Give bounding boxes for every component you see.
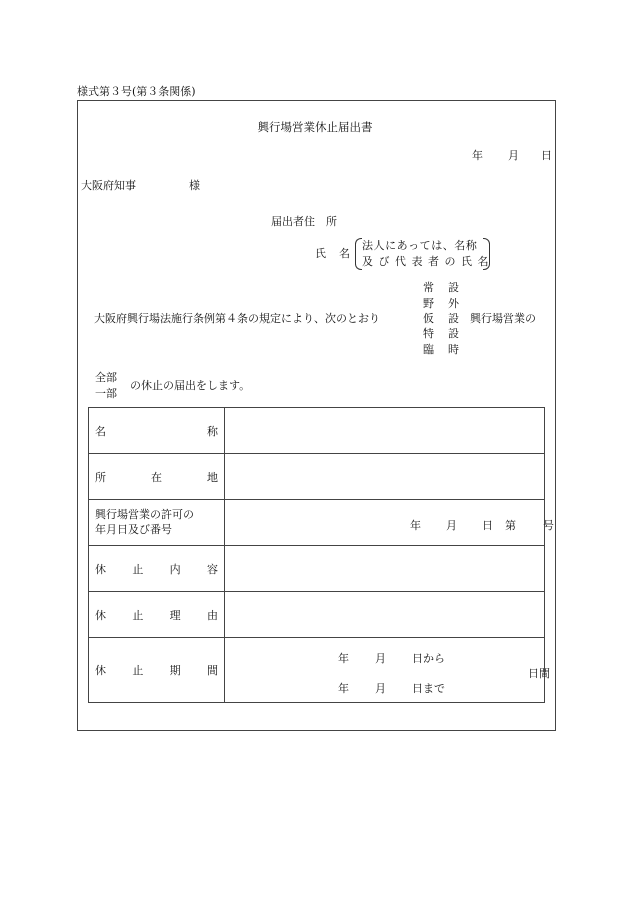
label-period [89, 638, 225, 703]
label-char: 地 [207, 470, 218, 484]
label-char: 由 [206, 608, 218, 622]
label-name [89, 408, 225, 454]
content-field[interactable] [225, 546, 545, 592]
category-yagai-2: 外 [448, 297, 459, 310]
period-from-year: 年 [338, 652, 349, 665]
addressee-honorific: 様 [189, 179, 200, 192]
label-char: 止 [132, 562, 144, 576]
period-to-month: 月 [375, 682, 386, 695]
label-location [89, 454, 225, 500]
label-content [89, 546, 225, 592]
applicant-address-label: 届出者住 所 [271, 215, 337, 228]
form-number: 様式第３号(第３条関係) [77, 85, 196, 98]
table-row-location [89, 454, 545, 500]
label-char: 所 [95, 470, 106, 484]
location-field[interactable] [225, 454, 545, 500]
label-char: 休 [95, 608, 106, 622]
category-kasetsu-1: 仮 [423, 312, 434, 325]
category-tokusetsu-2: 設 [448, 327, 459, 340]
category-tokusetsu-1: 特 [423, 327, 434, 340]
statement-suffix: 興行場営業の [470, 312, 536, 325]
table-row-reason [89, 592, 545, 638]
label-reason [89, 592, 225, 638]
permit-go-label: 号 [543, 519, 554, 532]
permit-day-label: 日 [482, 519, 493, 532]
table-row-period [89, 638, 545, 703]
scope-suffix: の休止の届出をします。 [130, 379, 251, 392]
label-permit [89, 500, 225, 546]
period-days-label: 日間 [528, 667, 550, 680]
label-char: 止 [132, 608, 144, 622]
label-char: 間 [206, 664, 218, 677]
corp-note-line1: 法人にあっては、名称 [362, 239, 478, 252]
permit-year-label: 年 [410, 519, 421, 532]
form-title: 興行場営業休止届出書 [257, 120, 373, 134]
reason-field[interactable] [225, 592, 545, 638]
right-bracket [483, 238, 490, 270]
permit-dai-label: 第 [505, 519, 516, 532]
permit-label-line1: 興行場営業の許可の [95, 507, 194, 521]
label-char: 容 [206, 562, 218, 576]
date-year-label: 年 [472, 149, 483, 162]
label-char: 止 [132, 664, 144, 677]
label-char: 休 [95, 562, 106, 576]
label-char: 称 [207, 424, 218, 438]
period-from-month: 月 [375, 652, 386, 665]
label-char: 理 [169, 608, 181, 622]
table-row-content [89, 546, 545, 592]
applicant-name-label-1: 氏 [315, 247, 326, 260]
date-month-label: 月 [508, 149, 519, 162]
left-bracket [355, 238, 362, 270]
statement-text: 大阪府興行場法施行条例第４条の規定により、次のとおり [94, 312, 380, 325]
label-char: 在 [151, 470, 162, 484]
applicant-name-label-2: 名 [339, 247, 350, 260]
date-day-label: 日 [541, 149, 552, 162]
label-char: 期 [169, 664, 181, 677]
period-to-day: 日まで [412, 682, 445, 695]
category-kasetsu-2: 設 [448, 312, 459, 325]
scope-option-all: 全部 [95, 371, 117, 384]
category-joset-2: 設 [448, 281, 459, 294]
period-from-day: 日から [412, 652, 445, 665]
period-field[interactable] [225, 638, 550, 703]
addressee-name: 大阪府知事 [81, 179, 136, 192]
permit-field[interactable] [225, 500, 554, 546]
corp-note-line2: 及び代表者の氏名 [362, 255, 494, 268]
info-table [88, 407, 554, 703]
category-rinji-2: 時 [448, 343, 459, 356]
category-rinji-1: 臨 [423, 343, 434, 356]
label-char: 内 [169, 562, 181, 576]
label-char: 名 [95, 424, 106, 438]
category-yagai-1: 野 [423, 297, 434, 310]
permit-label-line2: 年月日及び番号 [95, 522, 172, 536]
permit-month-label: 月 [446, 519, 457, 532]
scope-option-part: 一部 [95, 387, 117, 400]
table-row-permit [89, 500, 545, 546]
label-char: 休 [95, 664, 106, 677]
category-joset-1: 常 [423, 281, 434, 294]
name-field[interactable] [225, 408, 545, 454]
table-row-name [89, 408, 545, 454]
period-to-year: 年 [338, 682, 349, 695]
